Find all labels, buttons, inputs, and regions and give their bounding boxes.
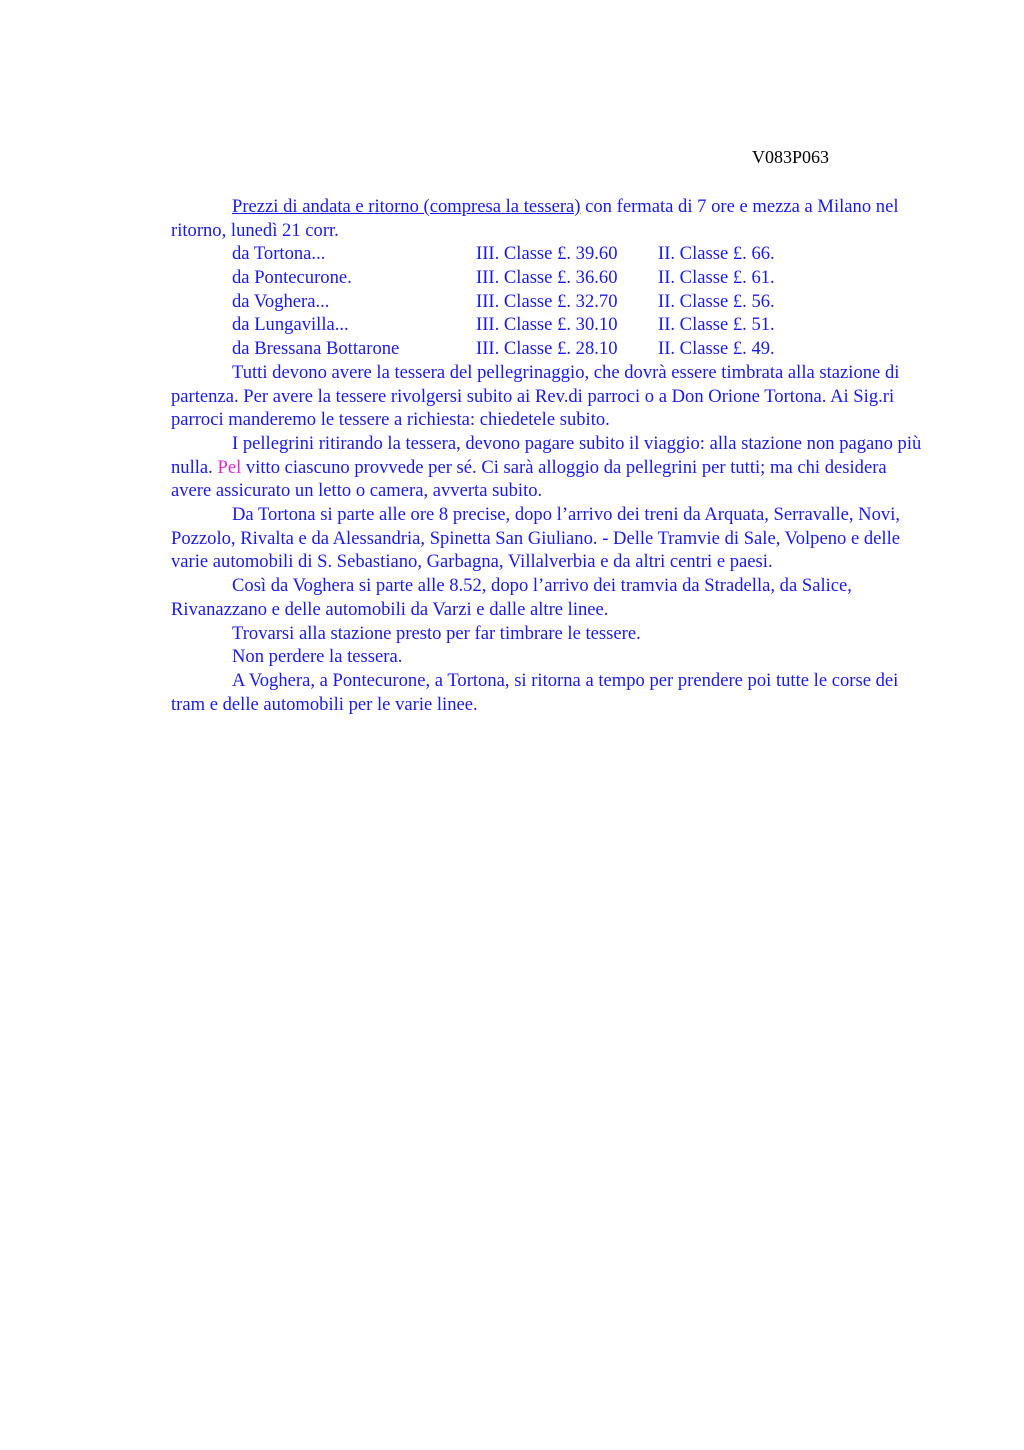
price-third-class: III. Classe £. 32.70	[476, 290, 618, 312]
price-city: da Tortona...	[232, 243, 326, 265]
price-third-class: III. Classe £. 28.10	[476, 338, 618, 360]
tortona-departure-paragraph: Da Tortona si parte alle ore 8 precise, dopo l’arrivo dei treni da Arquata, Serravalle, Novi, Pozzolo, Rivalta e da Alessandria, Spinetta San Giuliano. - Delle Tramvie di Sale, Volpeno e delle varie automobili di S. Sebastiano, Garbagna, Villalverbia e da altri centri e paesi.	[171, 504, 901, 573]
price-row	[171, 290, 931, 314]
price-second-class: II. Classe £. 51.	[658, 314, 775, 336]
price-second-class: II. Classe £. 49.	[658, 338, 775, 360]
price-third-class: III. Classe £. 30.10	[476, 314, 618, 336]
price-row	[171, 313, 931, 337]
pagamento-text-before: I pellegrini ritirando la tessera, devono pagare subito il viaggio: alla stazione non pagano più nulla.	[171, 432, 922, 478]
price-third-class: III. Classe £. 39.60	[476, 243, 618, 265]
intro-underlined-text: Prezzi di andata e ritorno (compresa la tessera)	[232, 196, 581, 217]
price-third-class: III. Classe £. 36.60	[476, 267, 618, 289]
price-city: da Lungavilla...	[232, 314, 349, 336]
price-row	[171, 266, 931, 290]
price-city: da Voghera...	[232, 290, 330, 312]
price-row	[171, 337, 931, 361]
price-city: da Bressana Bottarone	[232, 338, 400, 360]
price-city: da Pontecurone.	[232, 267, 352, 289]
stazione-paragraph: Trovarsi alla stazione presto per far timbrare le tessere.	[232, 622, 641, 644]
price-second-class: II. Classe £. 66.	[658, 243, 775, 265]
price-row	[171, 242, 931, 266]
document-body	[171, 195, 931, 716]
pagamento-paragraph	[171, 432, 931, 503]
voghera-departure-paragraph: Così da Voghera si parte alle 8.52, dopo l’arrivo dei tramvia da Stradella, da Salice, Rivanazzano e delle automobili da Varzi e dalle altre linee.	[171, 575, 852, 620]
tessera-paragraph: Tutti devono avere la tessera del pellegrinaggio, che dovrà essere timbrata alla stazione di partenza. Per avere la tessere rivolgersi subito ai Rev.di parroci o a Don Orione Tortona. Ai Sig.ri parroci manderemo le tessere a richiesta: chiedetele subito.	[171, 361, 900, 431]
intro-rest-text: con fermata di 7 ore e mezza a Milano nel ritorno, lunedì 21 corr.	[171, 196, 899, 241]
ritorno-paragraph: A Voghera, a Pontecurone, a Tortona, si ritorna a tempo per prendere poi tutte le corse dei tram e delle automobili per le varie linee.	[171, 669, 899, 715]
intro-paragraph	[171, 195, 931, 242]
page-identifier: V083P063	[752, 147, 830, 167]
pagamento-text-after: vitto ciascuno provvede per sé. Ci sarà alloggio da pellegrini per tutti; ma chi desidera avere assicurato un letto o camera, avverta subito.	[171, 456, 887, 502]
highlighted-word: Pel	[217, 456, 242, 478]
price-second-class: II. Classe £. 56.	[658, 290, 775, 312]
price-table	[171, 242, 931, 360]
price-second-class: II. Classe £. 61.	[658, 267, 775, 289]
non-perdere-paragraph: Non perdere la tessera.	[232, 646, 403, 668]
